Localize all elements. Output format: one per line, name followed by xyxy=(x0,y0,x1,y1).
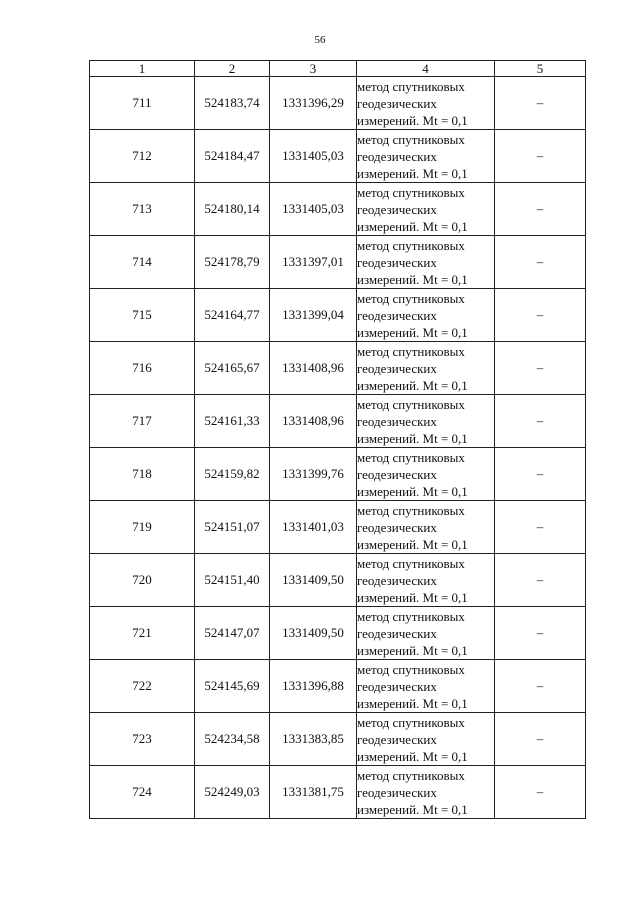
coordinate-x: 524159,82 xyxy=(195,448,270,501)
point-number: 724 xyxy=(90,766,195,819)
method-description xyxy=(357,713,495,766)
method-line: измерений. Mt = 0,1 xyxy=(357,165,468,181)
method-line: измерений. Mt = 0,1 xyxy=(357,218,468,234)
column-header-1: 1 xyxy=(90,61,195,77)
note-value: – xyxy=(495,395,586,448)
coordinate-y: 1331405,03 xyxy=(270,130,357,183)
method-line: измерений. Mt = 0,1 xyxy=(357,589,468,605)
method-line: геодезических xyxy=(357,413,437,429)
method-line: геодезических xyxy=(357,678,437,694)
coordinate-y: 1331397,01 xyxy=(270,236,357,289)
column-header-4: 4 xyxy=(357,61,495,77)
point-number: 711 xyxy=(90,77,195,130)
column-header-5: 5 xyxy=(495,61,586,77)
table-row xyxy=(90,236,586,289)
method-line: геодезических xyxy=(357,148,437,164)
method-line: геодезических xyxy=(357,572,437,588)
point-number: 717 xyxy=(90,395,195,448)
method-line: метод спутниковых xyxy=(357,608,465,624)
coordinate-y: 1331396,88 xyxy=(270,660,357,713)
method-description xyxy=(357,183,495,236)
method-line: измерений. Mt = 0,1 xyxy=(357,324,468,340)
method-line: измерений. Mt = 0,1 xyxy=(357,748,468,764)
table-header-row xyxy=(90,61,586,77)
coordinate-x: 524183,74 xyxy=(195,77,270,130)
method-description xyxy=(357,130,495,183)
method-line: измерений. Mt = 0,1 xyxy=(357,801,468,817)
method-line: геодезических xyxy=(357,95,437,111)
coordinate-x: 524180,14 xyxy=(195,183,270,236)
method-line: метод спутниковых xyxy=(357,290,465,306)
coordinate-y: 1331409,50 xyxy=(270,607,357,660)
method-line: измерений. Mt = 0,1 xyxy=(357,483,468,499)
coordinate-y: 1331405,03 xyxy=(270,183,357,236)
method-line: геодезических xyxy=(357,519,437,535)
method-line: метод спутниковых xyxy=(357,714,465,730)
note-value: – xyxy=(495,183,586,236)
point-number: 722 xyxy=(90,660,195,713)
method-line: геодезических xyxy=(357,784,437,800)
table-row xyxy=(90,607,586,660)
coordinate-x: 524161,33 xyxy=(195,395,270,448)
table-row xyxy=(90,554,586,607)
method-line: метод спутниковых xyxy=(357,131,465,147)
method-description xyxy=(357,289,495,342)
point-number: 716 xyxy=(90,342,195,395)
coordinate-x: 524145,69 xyxy=(195,660,270,713)
note-value: – xyxy=(495,766,586,819)
coordinate-y: 1331396,29 xyxy=(270,77,357,130)
method-line: геодезических xyxy=(357,466,437,482)
coordinate-y: 1331408,96 xyxy=(270,395,357,448)
note-value: – xyxy=(495,713,586,766)
point-number: 713 xyxy=(90,183,195,236)
point-number: 719 xyxy=(90,501,195,554)
table-row xyxy=(90,448,586,501)
note-value: – xyxy=(495,607,586,660)
table-row xyxy=(90,501,586,554)
method-line: метод спутниковых xyxy=(357,767,465,783)
coordinates-table xyxy=(89,60,586,819)
method-line: измерений. Mt = 0,1 xyxy=(357,642,468,658)
method-description xyxy=(357,660,495,713)
method-line: измерений. Mt = 0,1 xyxy=(357,430,468,446)
table-row xyxy=(90,395,586,448)
point-number: 714 xyxy=(90,236,195,289)
method-line: метод спутниковых xyxy=(357,396,465,412)
coordinate-y: 1331409,50 xyxy=(270,554,357,607)
coordinate-y: 1331399,76 xyxy=(270,448,357,501)
coordinate-x: 524184,47 xyxy=(195,130,270,183)
method-line: геодезических xyxy=(357,201,437,217)
method-description xyxy=(357,342,495,395)
coordinate-x: 524249,03 xyxy=(195,766,270,819)
point-number: 715 xyxy=(90,289,195,342)
method-line: метод спутниковых xyxy=(357,661,465,677)
method-line: метод спутниковых xyxy=(357,78,465,94)
note-value: – xyxy=(495,130,586,183)
table-row xyxy=(90,342,586,395)
method-description xyxy=(357,501,495,554)
method-line: измерений. Mt = 0,1 xyxy=(357,695,468,711)
method-line: измерений. Mt = 0,1 xyxy=(357,536,468,552)
method-line: геодезических xyxy=(357,360,437,376)
note-value: – xyxy=(495,289,586,342)
method-line: геодезических xyxy=(357,731,437,747)
coordinate-y: 1331381,75 xyxy=(270,766,357,819)
method-line: метод спутниковых xyxy=(357,502,465,518)
method-description xyxy=(357,607,495,660)
point-number: 720 xyxy=(90,554,195,607)
note-value: – xyxy=(495,660,586,713)
note-value: – xyxy=(495,501,586,554)
coordinate-x: 524147,07 xyxy=(195,607,270,660)
coordinate-y: 1331401,03 xyxy=(270,501,357,554)
table-row xyxy=(90,130,586,183)
method-line: метод спутниковых xyxy=(357,237,465,253)
coordinate-x: 524151,40 xyxy=(195,554,270,607)
coordinate-y: 1331383,85 xyxy=(270,713,357,766)
method-description xyxy=(357,766,495,819)
coordinate-x: 524165,67 xyxy=(195,342,270,395)
method-line: измерений. Mt = 0,1 xyxy=(357,271,468,287)
point-number: 723 xyxy=(90,713,195,766)
point-number: 718 xyxy=(90,448,195,501)
method-line: геодезических xyxy=(357,307,437,323)
coordinate-x: 524178,79 xyxy=(195,236,270,289)
note-value: – xyxy=(495,554,586,607)
method-line: измерений. Mt = 0,1 xyxy=(357,377,468,393)
note-value: – xyxy=(495,77,586,130)
coordinate-x: 524151,07 xyxy=(195,501,270,554)
method-line: геодезических xyxy=(357,254,437,270)
page-number: 56 xyxy=(314,34,326,46)
coordinate-x: 524164,77 xyxy=(195,289,270,342)
note-value: – xyxy=(495,236,586,289)
table-row xyxy=(90,660,586,713)
table-row xyxy=(90,713,586,766)
note-value: – xyxy=(495,342,586,395)
column-header-2: 2 xyxy=(195,61,270,77)
coordinate-y: 1331408,96 xyxy=(270,342,357,395)
table-row xyxy=(90,183,586,236)
table-body xyxy=(90,77,586,819)
method-description xyxy=(357,236,495,289)
method-line: метод спутниковых xyxy=(357,449,465,465)
point-number: 721 xyxy=(90,607,195,660)
note-value: – xyxy=(495,448,586,501)
method-line: метод спутниковых xyxy=(357,555,465,571)
method-line: метод спутниковых xyxy=(357,343,465,359)
column-header-3: 3 xyxy=(270,61,357,77)
table-row xyxy=(90,289,586,342)
method-line: измерений. Mt = 0,1 xyxy=(357,112,468,128)
method-description xyxy=(357,395,495,448)
method-description xyxy=(357,448,495,501)
table-row xyxy=(90,77,586,130)
coordinate-y: 1331399,04 xyxy=(270,289,357,342)
method-description xyxy=(357,554,495,607)
coordinate-x: 524234,58 xyxy=(195,713,270,766)
method-line: метод спутниковых xyxy=(357,184,465,200)
point-number: 712 xyxy=(90,130,195,183)
table-row xyxy=(90,766,586,819)
method-description xyxy=(357,77,495,130)
method-line: геодезических xyxy=(357,625,437,641)
